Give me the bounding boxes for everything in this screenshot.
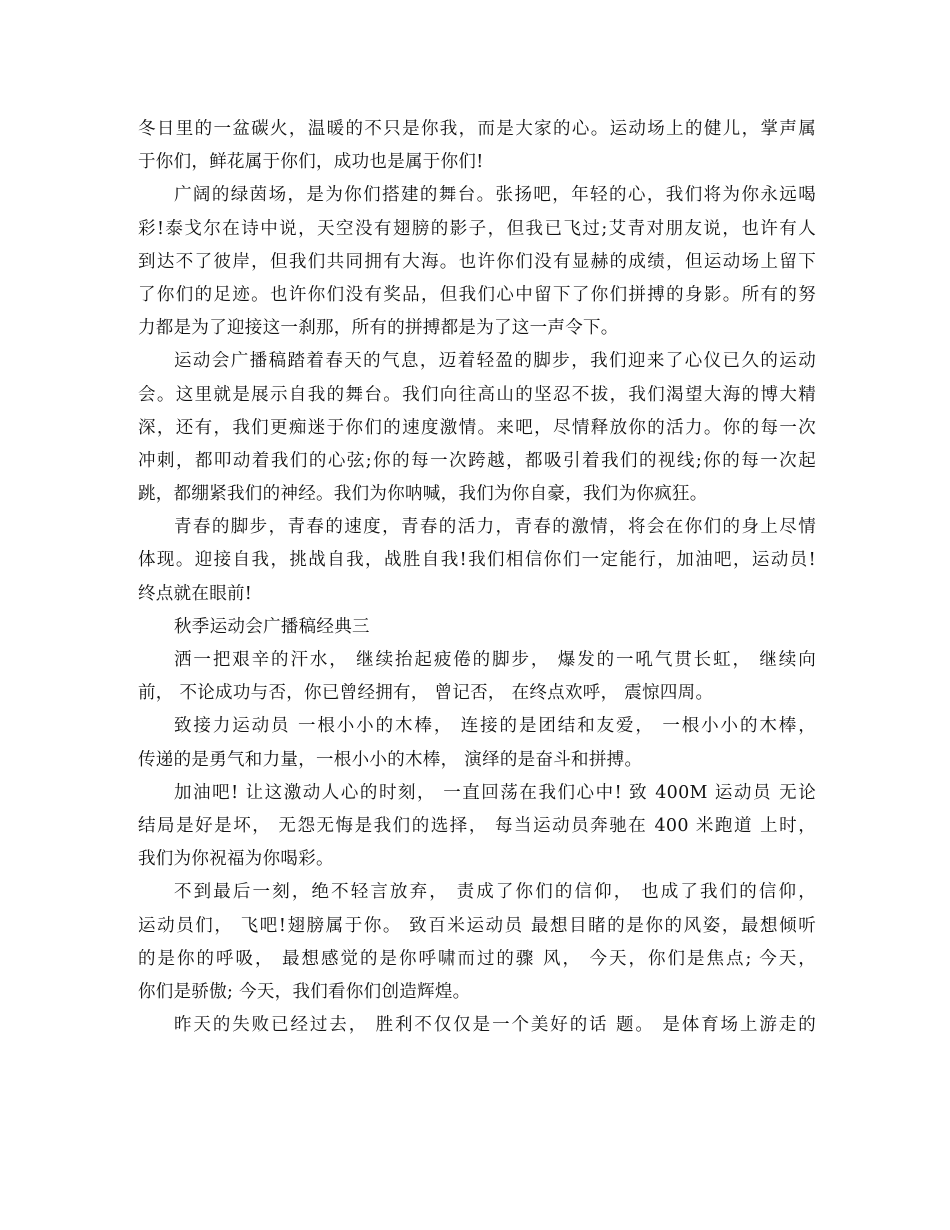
text-line: 于你们，鲜花属于你们，成功也是属于你们! [138,152,484,173]
text-line: 的是你的呼吸， 最想感觉的是你呼啸而过的骤 风， 今天，你们是焦点; 今天， [138,948,816,969]
text-line: 广阔的绿茵场，是为你们搭建的舞台。张扬吧，年轻的心，我们将为你永远喝 [174,185,816,206]
text-line: 致接力运动员 一根小小的木棒， 连接的是团结和友爱， 一根小小的木棒， [174,716,816,737]
text-line: 体现。迎接自我，挑战自我，战胜自我!我们相信你们一定能行，加油吧，运动员! [138,550,816,571]
text-line: 青春的脚步，青春的速度，青春的活力，青春的激情，将会在你们的身上尽情 [174,517,816,538]
text-line: 运动员们， 飞吧!翅膀属于你。 致百米运动员 最想目睹的是你的风姿，最想倾听 [138,915,816,936]
text-line: 终点就在眼前! [138,583,253,604]
text-line: 跳，都绷紧我们的神经。我们为你呐喊，我们为你自豪，我们为你疯狂。 [138,484,708,505]
text-line: 运动会广播稿踏着春天的气息，迈着轻盈的脚步，我们迎来了心仪已久的运动 [174,351,816,372]
text-line: 会。这里就是展示自我的舞台。我们向往高山的坚忍不拔，我们渴望大海的博大精 [138,384,816,405]
text-line: 到达不了彼岸，但我们共同拥有大海。也许你们没有显赫的成绩，但运动场上留下 [138,251,816,272]
text-line: 洒一把艰辛的汗水， 继续抬起疲倦的脚步， 爆发的一吼气贯长虹， 继续向 [174,650,816,670]
text-line: 力都是为了迎接这一刹那，所有的拼搏都是为了这一声令下。 [138,318,619,339]
text-line: 前， 不论成功与否，你已曾经拥有， 曾记否， 在终点欢呼， 震惊四周。 [138,683,714,704]
text-line: 我们为你祝福为你喝彩。 [138,849,334,870]
text-line: 结局是好是坏， 无怨无悔是我们的选择， 每当运动员奔驰在 400 米跑道 上时， [138,815,816,836]
text-line: 加油吧! 让这激动人心的时刻， 一直回荡在我们心中! 致 400M 运动员 无论 [174,782,816,803]
text-line: 冬日里的一盆碳火，温暖的不只是你我，而是大家的心。运动场上的健儿，掌声属 [138,119,816,139]
text-line: 传递的是勇气和力量，一根小小的木棒， 演绎的是奋斗和拼搏。 [138,749,643,770]
text-line: 冲刺，都叩动着我们的心弦;你的每一次跨越，都吸引着我们的视线;你的每一次起 [138,450,816,471]
text-line: 了你们的足迹。也许你们没有奖品，但我们心中留下了你们拼搏的身影。所有的努 [138,284,816,305]
section-heading: 秋季运动会广播稿经典三 [174,616,370,637]
text-line: 不到最后一刻，绝不轻言放弃， 责成了你们的信仰， 也成了我们的信仰， [174,882,816,903]
text-line: 彩!泰戈尔在诗中说，天空没有翅膀的影子，但我已飞过;艾青对朋友说，也许有人 [138,218,816,239]
text-line: 深，还有，我们更痴迷于你们的速度激情。来吧，尽情释放你的活力。你的每一次 [138,417,816,438]
text-line: 你们是骄傲; 今天，我们看你们创造辉煌。 [138,981,471,1002]
document-body [138,113,816,1042]
text-line: 昨天的失败已经过去， 胜利不仅仅是一个美好的话 题。 是体育场上游走的 [174,1015,816,1036]
